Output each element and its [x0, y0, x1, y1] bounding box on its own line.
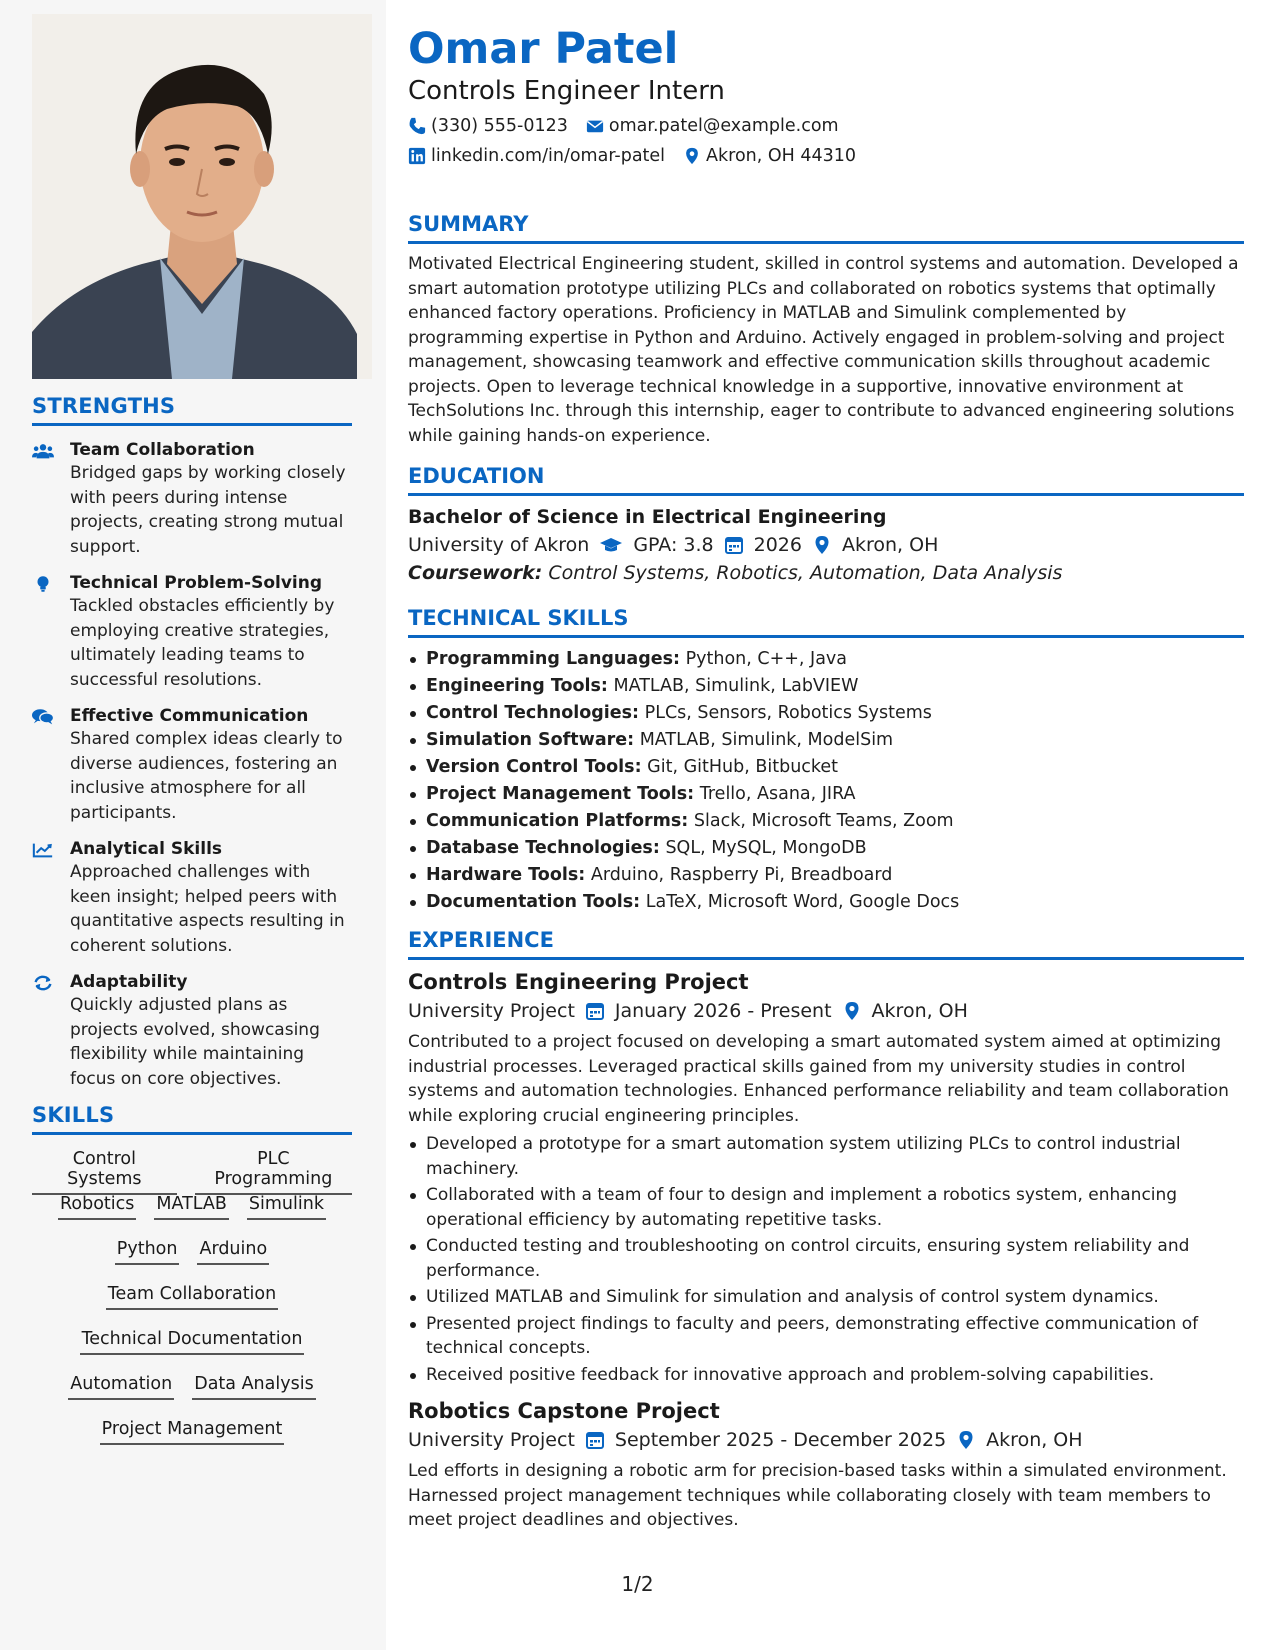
- linkedin[interactable]: [408, 146, 665, 166]
- location: [683, 146, 856, 166]
- list-item: Developed a prototype for a smart automation system utilizing PLCs to control industrial machinery.: [408, 1132, 1244, 1181]
- skill-row: [32, 1143, 352, 1188]
- list-item: Received positive feedback for innovative approach and problem-solving capabilities.: [408, 1363, 1244, 1388]
- skill-value: LaTeX, Microsoft Word, Google Docs: [645, 892, 960, 912]
- list-item: [408, 754, 1244, 781]
- page-number: 1/2: [621, 1572, 654, 1596]
- project-org: University Project: [408, 1000, 575, 1022]
- skill-tag: Simulink: [247, 1188, 326, 1220]
- skill-tag: Project Management: [100, 1413, 285, 1445]
- edu-degree: Bachelor of Science in Electrical Engineering: [408, 506, 887, 528]
- strength-desc: Tackled obstacles efficiently by employing creative strategies, ultimately leading teams to successful resolutions.: [70, 596, 335, 690]
- strength-title: Analytical Skills: [70, 839, 223, 859]
- skill-tag: PLC Programming: [195, 1143, 352, 1195]
- skill-row: [32, 1188, 352, 1233]
- skill-value: MATLAB, Simulink, ModelSim: [639, 730, 894, 750]
- phone[interactable]: [408, 116, 568, 136]
- profile-photo: [32, 14, 372, 379]
- candidate-name: Omar Patel: [408, 24, 679, 74]
- project-location: Akron, OH: [986, 1429, 1083, 1451]
- strength-title: Team Collaboration: [70, 440, 255, 460]
- skill-tag: Technical Documentation: [80, 1323, 305, 1355]
- project-meta: [408, 1000, 1244, 1022]
- project-dates: January 2026 - Present: [614, 1000, 832, 1022]
- candidate-role: Controls Engineer Intern: [408, 76, 725, 106]
- summary-title: SUMMARY: [408, 212, 1244, 244]
- summary-text: Motivated Electrical Engineering student, skilled in control systems and automation. Developed a smart automation prototype utilizing PLCs and collaborated on robotics systems that optimally enhanced factory operations. Proficiency in MATLAB and Simulink complemented by programming expertise in Python and Arduino. Actively engaged in problem-solving and project management, showcasing teamwork and effective communication skills throughout academic projects. Open to leverage technical knowledge in a supportive, innovative environment at TechSolutions Inc. through this internship, eager to contribute to advanced engineering solutions while gaining hands-on experience.: [408, 254, 1239, 446]
- skill-value: Slack, Microsoft Teams, Zoom: [693, 811, 954, 831]
- project-org: University Project: [408, 1429, 575, 1451]
- calendar-icon: [585, 1430, 605, 1450]
- edu-year: 2026: [753, 534, 802, 556]
- strength-desc: Quickly adjusted plans as projects evolved, showcasing flexibility while maintaining focus on core objectives.: [70, 995, 320, 1089]
- strength-desc: Bridged gaps by working closely with peers during intense projects, creating strong mutual support.: [70, 463, 346, 557]
- skill-label: Engineering Tools:: [426, 676, 608, 696]
- linkedin-icon: [408, 147, 426, 165]
- strength-title: Adaptability: [70, 972, 188, 992]
- skill-tag: Team Collaboration: [106, 1278, 278, 1310]
- skill-value: SQL, MySQL, MongoDB: [665, 838, 867, 858]
- skill-tag: Python: [115, 1233, 180, 1265]
- skill-tag: Control Systems: [32, 1143, 177, 1195]
- strength-title: Effective Communication: [70, 706, 309, 726]
- project-title: Controls Engineering Project: [408, 970, 749, 994]
- coursework-list: Control Systems, Robotics, Automation, Data Analysis: [548, 562, 1063, 584]
- comments-icon: [32, 706, 70, 825]
- skill-tag: MATLAB: [154, 1188, 229, 1220]
- project-bullets: [408, 1132, 1244, 1387]
- strength-desc: Shared complex ideas clearly to diverse audiences, fostering an inclusive atmosphere for all participants.: [70, 729, 343, 823]
- envelope-icon: [586, 117, 604, 135]
- list-item: [408, 727, 1244, 754]
- strength-desc: Approached challenges with keen insight; helped peers with quantitative aspects resulting in coherent solutions.: [70, 862, 345, 956]
- calendar-icon: [724, 535, 744, 555]
- skill-row: [32, 1278, 352, 1323]
- list-item: [408, 673, 1244, 700]
- skill-label: Hardware Tools:: [426, 865, 586, 885]
- phone-text: (330) 555-0123: [431, 116, 568, 136]
- users-icon: [32, 440, 70, 559]
- project-dates: September 2025 - December 2025: [614, 1429, 947, 1451]
- skill-row: [32, 1323, 352, 1368]
- skills-tags: [32, 1143, 352, 1458]
- summary-section: [408, 212, 1244, 448]
- coursework-label: Coursework:: [408, 562, 543, 584]
- technical-skills-title: TECHNICAL SKILLS: [408, 606, 1244, 638]
- edu-meta: [408, 534, 1244, 556]
- skill-value: Python, C++, Java: [685, 649, 848, 669]
- skills-section: [32, 1103, 352, 1458]
- skill-tag: Robotics: [58, 1188, 136, 1220]
- list-item: [408, 835, 1244, 862]
- location-text: Akron, OH 44310: [706, 146, 857, 166]
- lightbulb-icon: [32, 573, 70, 692]
- list-item: [408, 889, 1244, 916]
- skill-tag: Automation: [68, 1368, 174, 1400]
- skill-label: Programming Languages:: [426, 649, 681, 669]
- strength-item: [32, 573, 352, 692]
- calendar-icon: [585, 1001, 605, 1021]
- skill-value: PLCs, Sensors, Robotics Systems: [644, 703, 932, 723]
- skill-label: Communication Platforms:: [426, 811, 689, 831]
- strengths-title: STRENGTHS: [32, 394, 352, 426]
- strength-item: [32, 706, 352, 825]
- list-item: [408, 646, 1244, 673]
- education-section: [408, 464, 1244, 584]
- skill-label: Simulation Software:: [426, 730, 635, 750]
- list-item: Presented project findings to faculty and peers, demonstrating effective communication of technical concepts.: [408, 1312, 1244, 1361]
- skill-value: Git, GitHub, Bitbucket: [647, 757, 839, 777]
- skill-label: Version Control Tools:: [426, 757, 642, 777]
- list-item: Collaborated with a team of four to design and implement a robotics system, enhancing operational efficiency by automating repetitive tasks.: [408, 1183, 1244, 1232]
- strength-title: Technical Problem-Solving: [70, 573, 323, 593]
- skill-row: [32, 1413, 352, 1458]
- skill-label: Database Technologies:: [426, 838, 660, 858]
- sync-icon: [32, 972, 70, 1091]
- education-title: EDUCATION: [408, 464, 1244, 496]
- technical-skills-section: [408, 606, 1244, 916]
- skill-label: Control Technologies:: [426, 703, 640, 723]
- map-pin-icon: [683, 147, 701, 165]
- strength-item: [32, 440, 352, 559]
- map-pin-icon: [842, 1001, 862, 1021]
- skill-row: [32, 1368, 352, 1413]
- map-pin-icon: [812, 535, 832, 555]
- experience-section: [408, 928, 1244, 1533]
- project-title: Robotics Capstone Project: [408, 1399, 720, 1423]
- experience-title: EXPERIENCE: [408, 928, 1244, 960]
- email-text: omar.patel@example.com: [608, 116, 839, 136]
- project-location: Akron, OH: [871, 1000, 968, 1022]
- chart-line-icon: [32, 839, 70, 958]
- edu-location: Akron, OH: [841, 534, 939, 556]
- edu-coursework: [408, 562, 1244, 584]
- map-pin-icon: [956, 1430, 976, 1450]
- skill-tag: Data Analysis: [192, 1368, 315, 1400]
- skills-title: SKILLS: [32, 1103, 352, 1135]
- technical-skills-list: [408, 646, 1244, 916]
- skill-row: [32, 1233, 352, 1278]
- skill-value: Arduino, Raspberry Pi, Breadboard: [590, 865, 893, 885]
- strength-item: [32, 972, 352, 1091]
- list-item: Utilized MATLAB and Simulink for simulation and analysis of control system dynamics.: [408, 1285, 1244, 1310]
- main-content: [408, 0, 1244, 1533]
- edu-school: University of Akron: [408, 534, 590, 556]
- contact-row: [408, 116, 1244, 136]
- skill-label: Documentation Tools:: [426, 892, 641, 912]
- edu-gpa: GPA: 3.8: [633, 534, 714, 556]
- project-desc: Led efforts in designing a robotic arm for precision-based tasks within a simulated environment. Harnessed project management techniques while collaborating closely with team members to meet project deadlines and objectives.: [408, 1461, 1227, 1530]
- graduation-cap-icon: [599, 535, 623, 555]
- list-item: [408, 700, 1244, 727]
- email[interactable]: [586, 116, 839, 136]
- list-item: [408, 808, 1244, 835]
- project-desc: Contributed to a project focused on developing a smart automated system aimed at optimizing industrial processes. Leveraged practical skills gained from my university studies in control systems and automation technologies. Enhanced performance reliability and team collaboration while exploring crucial engineering principles.: [408, 1032, 1229, 1126]
- list-item: [408, 862, 1244, 889]
- skill-value: Trello, Asana, JIRA: [699, 784, 856, 804]
- phone-icon: [408, 117, 426, 135]
- list-item: Conducted testing and troubleshooting on control circuits, ensuring system reliability and performance.: [408, 1234, 1244, 1283]
- skill-label: Project Management Tools:: [426, 784, 695, 804]
- linkedin-text: linkedin.com/in/omar-patel: [431, 146, 666, 166]
- project-meta: [408, 1429, 1244, 1451]
- strength-item: [32, 839, 352, 958]
- profile-photo-illustration: [32, 14, 372, 379]
- list-item: [408, 781, 1244, 808]
- skill-value: MATLAB, Simulink, LabVIEW: [613, 676, 859, 696]
- strengths-section: [32, 394, 352, 1091]
- contact-row: [408, 146, 1244, 166]
- skill-tag: Arduino: [197, 1233, 269, 1265]
